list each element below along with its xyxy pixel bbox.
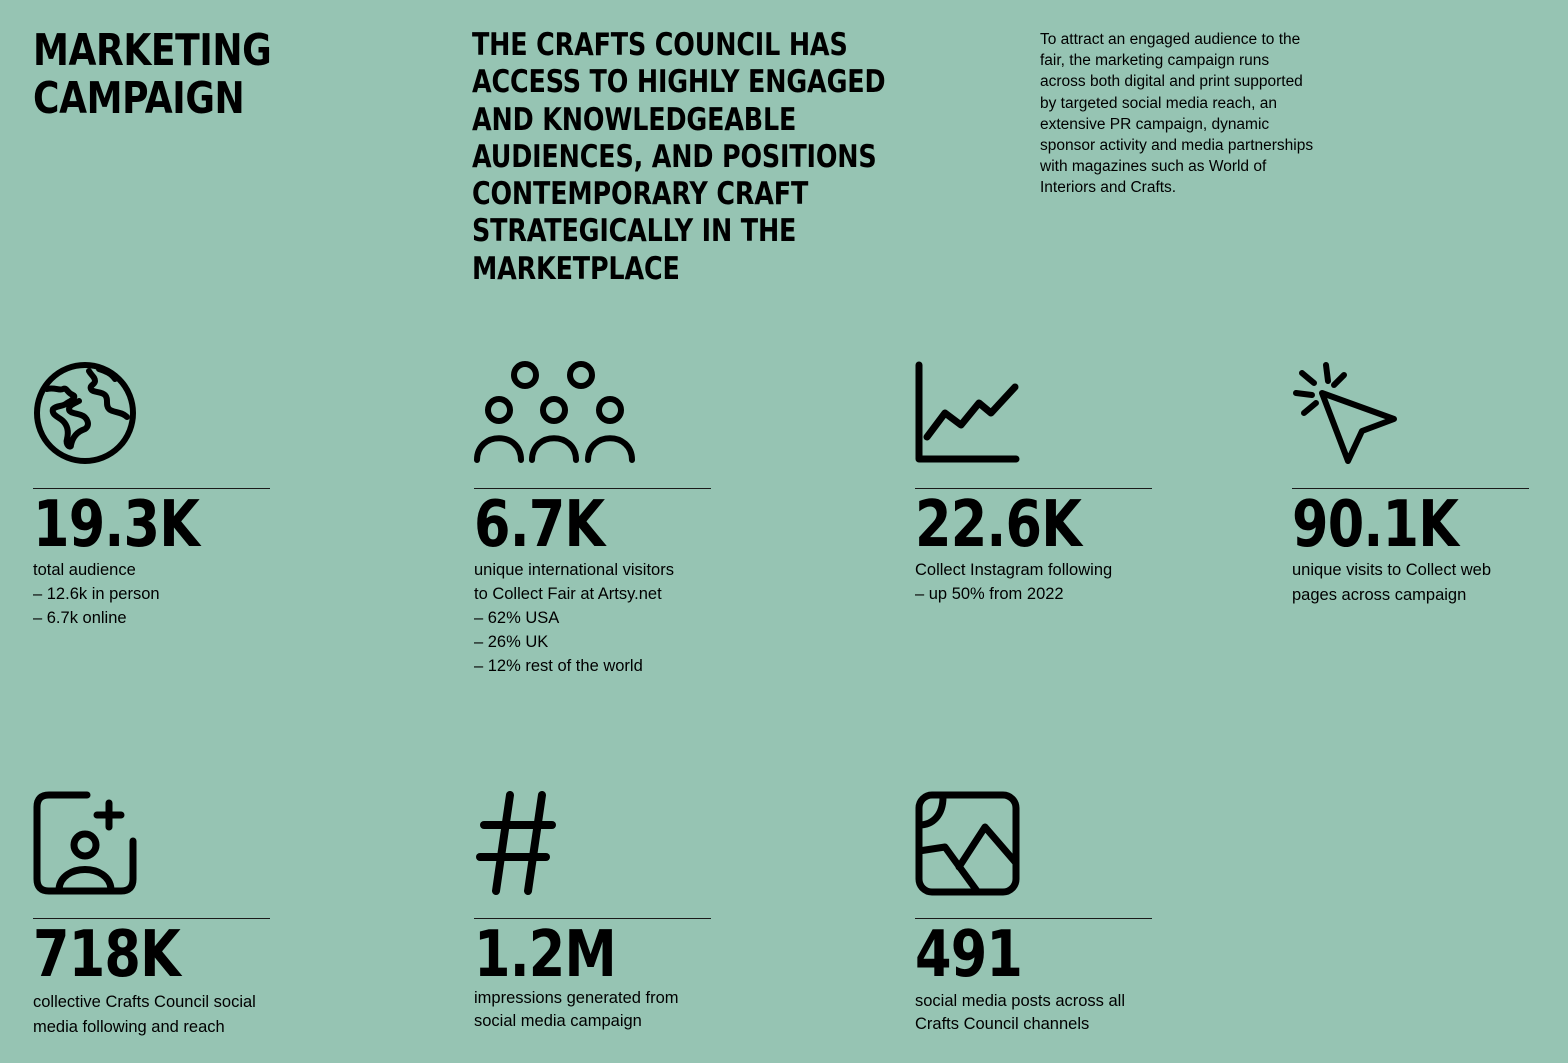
stat-line: social media posts across all [915, 992, 1126, 1010]
stat-value: 19.3K [33, 488, 200, 562]
stat-line: unique international visitors [474, 561, 674, 579]
stat-line: social media campaign [474, 1012, 642, 1030]
add-user-icon [33, 791, 139, 897]
stat-line: impressions generated from [474, 989, 679, 1007]
stat-description [474, 987, 719, 1033]
stat-line: Collect Instagram following [915, 561, 1113, 579]
stat-description [33, 990, 278, 1040]
stat-value: 6.7K [474, 488, 605, 562]
stat-line: – 26% UK [474, 633, 549, 651]
stat-line: media following and reach [33, 1018, 225, 1036]
stat-line: to Collect Fair at Artsy.net [474, 585, 662, 603]
stat-value: 491 [915, 918, 1023, 992]
stat-line: – 12.6k in person [33, 585, 160, 603]
cursor-click-icon [1292, 361, 1400, 467]
stat-line: – 12% rest of the world [474, 657, 643, 675]
headline: THE CRAFTS COUNCIL HAS ACCESS TO HIGHLY ENGAGED AND KNOWLEDGEABLE AUDIENCES, AND POSITIONS CONTEMPORARY CRAFT STRATEGICALLY IN THE MARKETPLACE [472, 27, 886, 287]
stat-value: 90.1K [1292, 488, 1459, 562]
stat-line: collective Crafts Council social [33, 993, 256, 1011]
globe-icon [33, 361, 139, 467]
page-title: MARKETING CAMPAIGN [33, 25, 272, 124]
stat-value: 718K [33, 918, 180, 992]
stat-description [1292, 558, 1537, 608]
stat-description [915, 558, 1160, 606]
image-icon [915, 791, 1021, 897]
stat-description [33, 558, 278, 630]
stat-value: 22.6K [915, 488, 1082, 562]
intro-paragraph: To attract an engaged audience to the fair, the marketing campaign runs across both digital and print supported by targeted social media reach, an extensive PR campaign, dynamic sponsor activity and media partnerships with magazines such as World of Interiors and Crafts. [1040, 31, 1314, 197]
stat-line: – 62% USA [474, 609, 560, 627]
stat-line: – 6.7k online [33, 609, 127, 627]
hashtag-icon [474, 791, 556, 897]
stat-line: unique visits to Collect web [1292, 561, 1492, 579]
people-icon [474, 361, 636, 465]
growth-chart-icon [915, 361, 1023, 467]
stat-line: total audience [33, 561, 136, 579]
stat-description [474, 558, 719, 678]
stat-line: – up 50% from 2022 [915, 585, 1064, 603]
stat-description [915, 990, 1160, 1036]
stat-line: Crafts Council channels [915, 1015, 1090, 1033]
stat-value: 1.2M [474, 918, 616, 992]
stat-line: pages across campaign [1292, 586, 1467, 604]
